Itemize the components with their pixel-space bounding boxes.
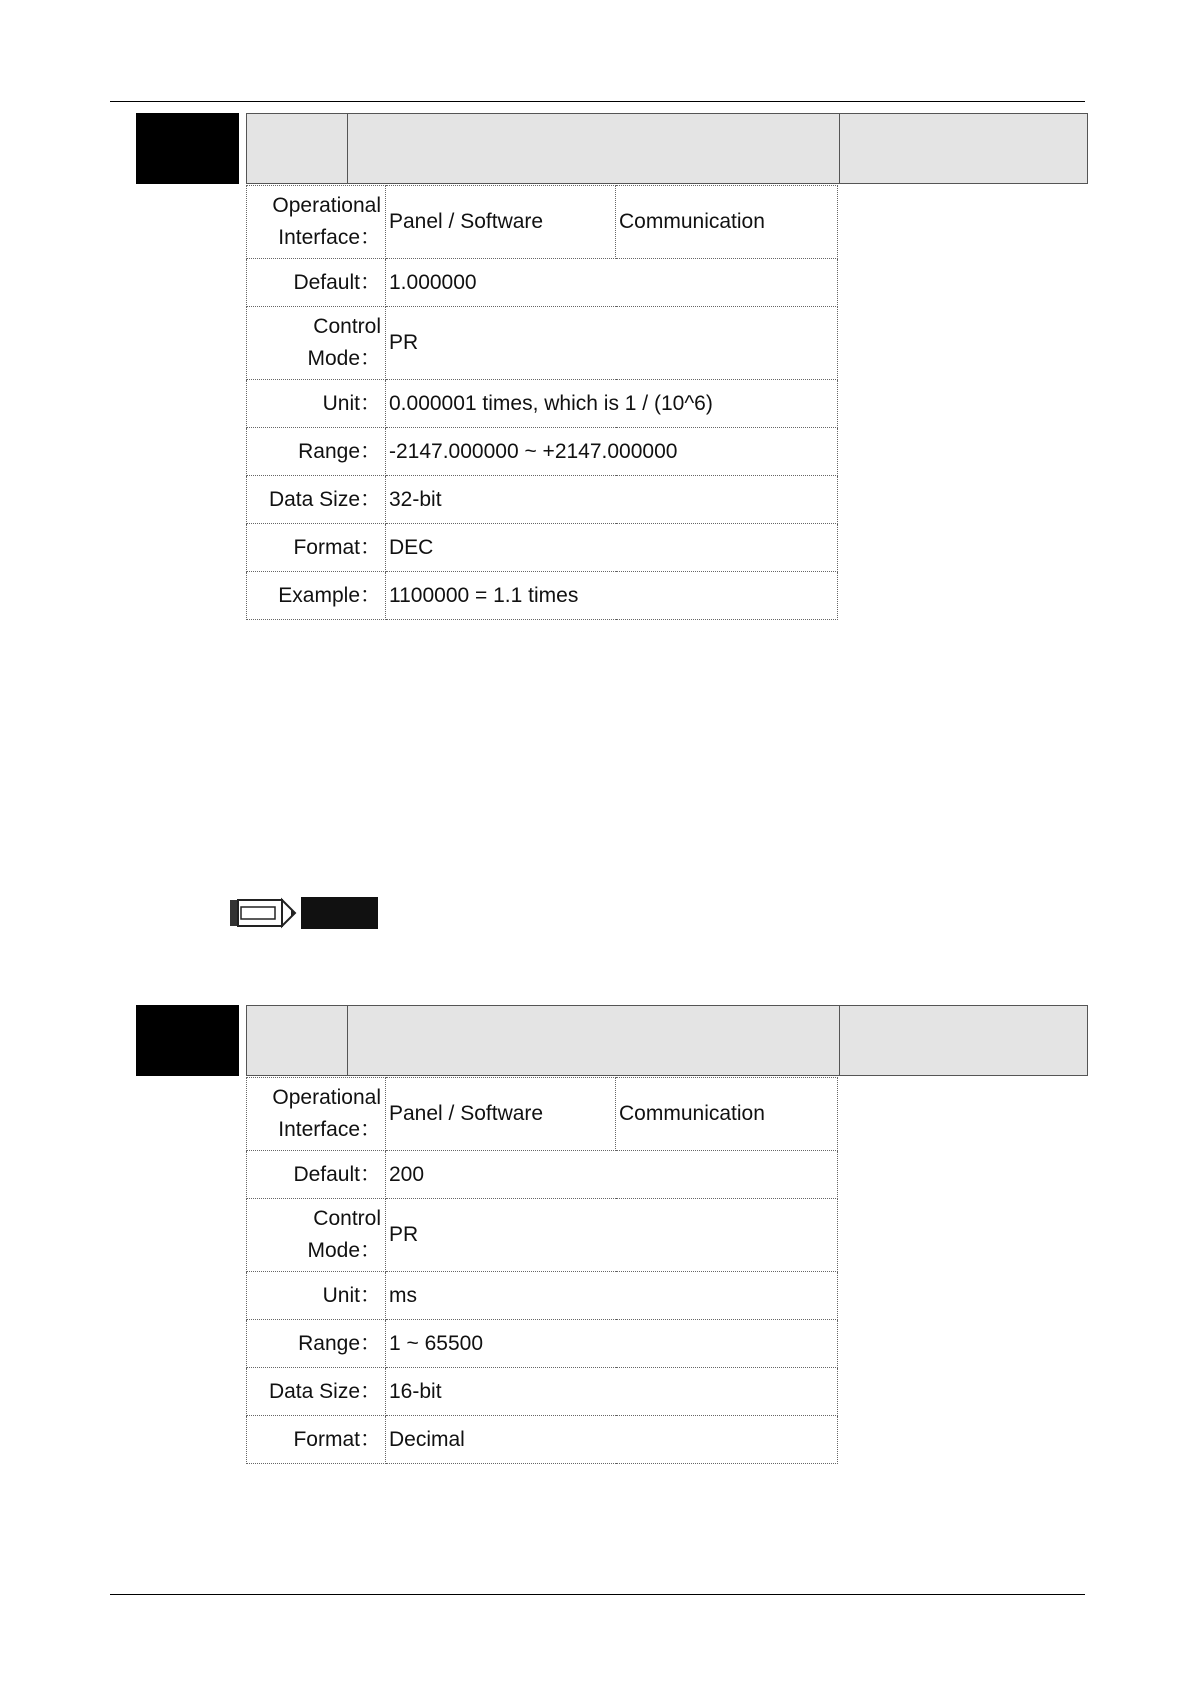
example-label: Example：: [247, 572, 386, 620]
parameter-header: [246, 1005, 1088, 1076]
header-cell-address: [840, 114, 1087, 183]
row-control-mode: [247, 307, 838, 380]
row-data-size: [247, 476, 838, 524]
row-unit: [247, 1272, 838, 1320]
header-cell-name: [348, 1006, 840, 1075]
default-value: 200: [386, 1151, 838, 1199]
range-value: -2147.000000 ~ +2147.000000: [386, 428, 838, 476]
interface-label: Operational Interface：: [247, 186, 386, 259]
format-value: Decimal: [386, 1416, 838, 1464]
top-rule: [110, 101, 1085, 102]
range-label: Range：: [247, 428, 386, 476]
row-default: [247, 259, 838, 307]
row-format: [247, 1416, 838, 1464]
parameter-code-box: [136, 1005, 239, 1076]
example-value: 1100000 = 1.1 times: [386, 572, 838, 620]
header-cell-address: [840, 1006, 1087, 1075]
default-label: Default：: [247, 259, 386, 307]
header-cell-abbr: [247, 114, 348, 183]
bottom-rule: [110, 1594, 1085, 1595]
format-label: Format：: [247, 1416, 386, 1464]
size-label: Data Size：: [247, 476, 386, 524]
row-range: [247, 428, 838, 476]
interface-comm: Communication: [616, 186, 838, 259]
note-label-tag: [301, 897, 378, 929]
row-control-mode: [247, 1199, 838, 1272]
format-label: Format：: [247, 524, 386, 572]
row-format: [247, 524, 838, 572]
format-value: DEC: [386, 524, 838, 572]
interface-label: Operational Interface：: [247, 1078, 386, 1151]
row-unit: [247, 380, 838, 428]
unit-label: Unit：: [247, 1272, 386, 1320]
unit-value: ms: [386, 1272, 838, 1320]
size-value: 32-bit: [386, 476, 838, 524]
size-value: 16-bit: [386, 1368, 838, 1416]
mode-value: PR: [386, 1199, 838, 1272]
interface-comm: Communication: [616, 1078, 838, 1151]
header-cell-name: [348, 114, 840, 183]
row-default: [247, 1151, 838, 1199]
unit-value: 0.000001 times, which is 1 / (10^6): [386, 380, 838, 428]
range-label: Range：: [247, 1320, 386, 1368]
mode-value: PR: [386, 307, 838, 380]
header-cell-abbr: [247, 1006, 348, 1075]
row-interface: [247, 186, 838, 259]
range-value: 1 ~ 65500: [386, 1320, 838, 1368]
parameter-code-box: [136, 113, 239, 184]
interface-panel: Panel / Software: [386, 186, 616, 259]
mode-label: Control Mode：: [247, 307, 386, 380]
attribute-table: [246, 1077, 838, 1464]
row-range: [247, 1320, 838, 1368]
row-data-size: [247, 1368, 838, 1416]
attribute-table: [246, 185, 838, 620]
parameter-header: [246, 113, 1088, 184]
interface-panel: Panel / Software: [386, 1078, 616, 1151]
pencil-note-icon: [229, 897, 299, 929]
default-label: Default：: [247, 1151, 386, 1199]
row-example: [247, 572, 838, 620]
mode-label: Control Mode：: [247, 1199, 386, 1272]
size-label: Data Size：: [247, 1368, 386, 1416]
unit-label: Unit：: [247, 380, 386, 428]
row-interface: [247, 1078, 838, 1151]
default-value: 1.000000: [386, 259, 838, 307]
